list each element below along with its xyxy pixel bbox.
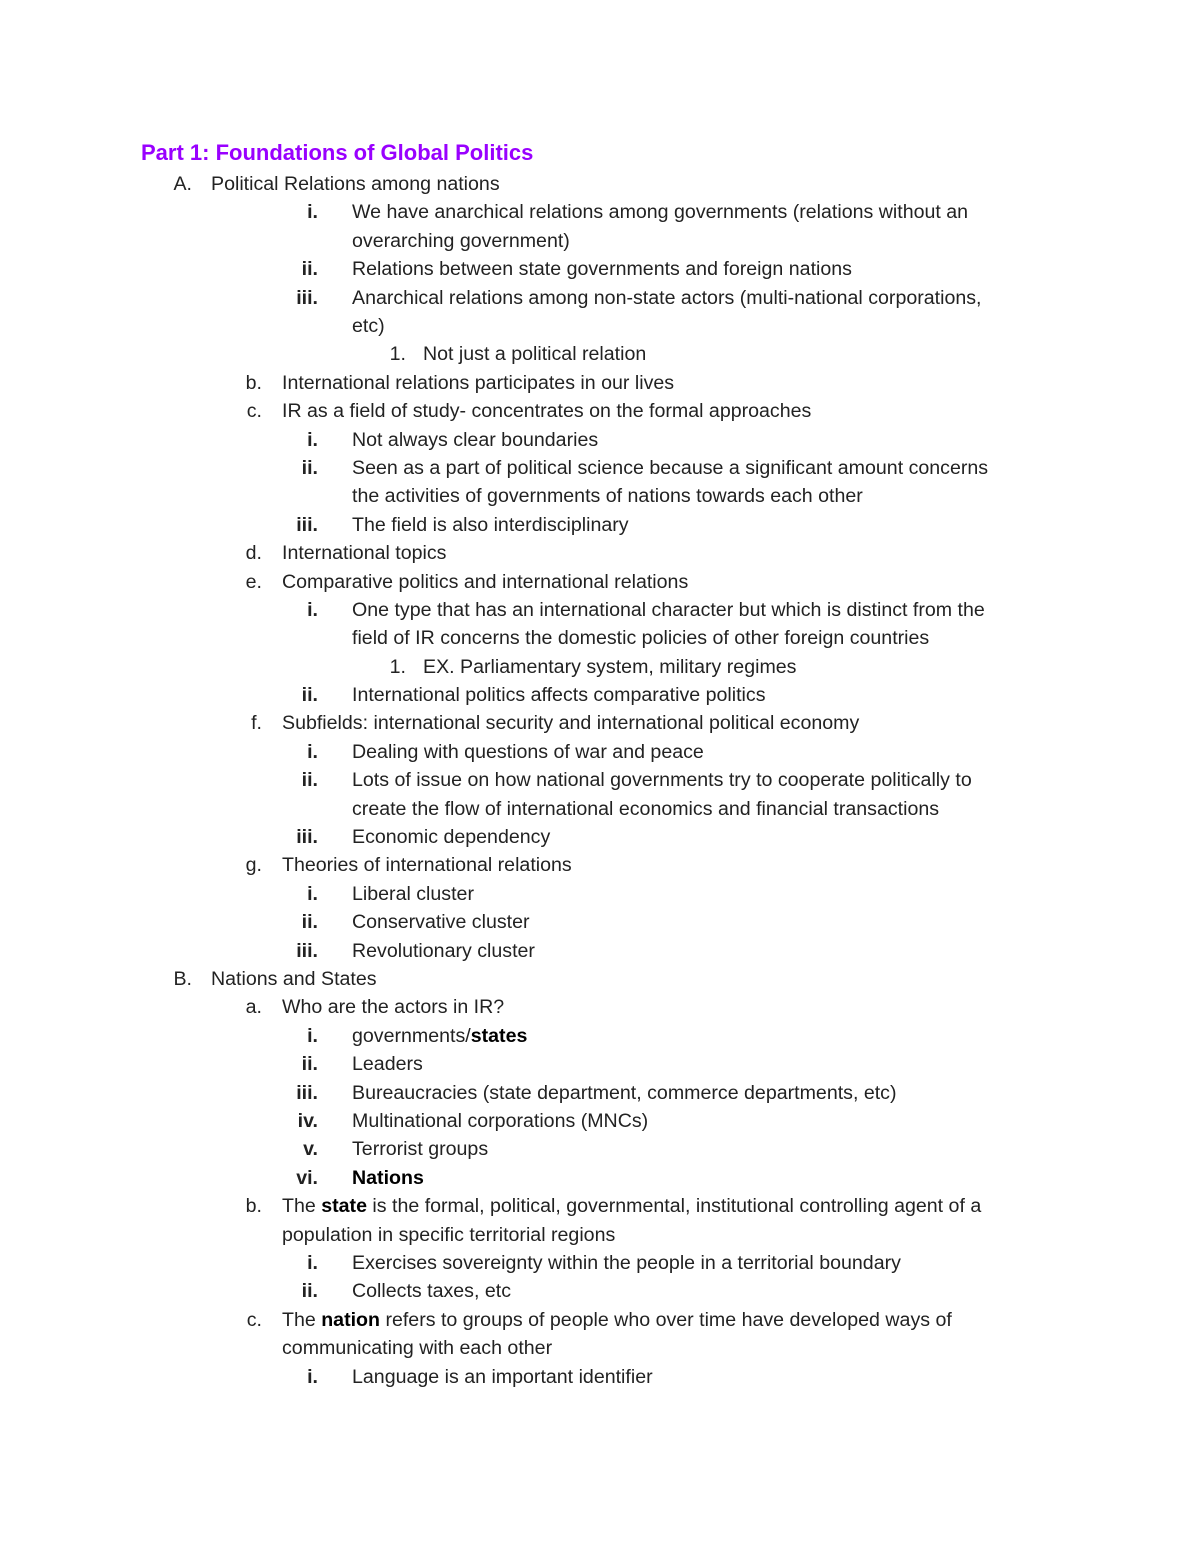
list-marker: ii. (301, 258, 318, 281)
item-text (352, 1107, 648, 1135)
outline-item (0, 851, 1200, 879)
bold-term: nation (321, 1308, 380, 1331)
bold-term: Nations (352, 1166, 424, 1189)
outline-item (0, 596, 1200, 653)
item-text (352, 1022, 527, 1050)
text-line: Anarchical relations among non-state actors (multi-national corporations, (352, 286, 982, 309)
list-marker: 1. (389, 343, 406, 366)
item-text (352, 1363, 653, 1391)
outline-item (0, 709, 1200, 737)
outline-item (0, 937, 1200, 965)
item-text (282, 993, 504, 1021)
item-text (352, 426, 598, 454)
outline-item (0, 539, 1200, 567)
item-text (282, 1306, 952, 1363)
item-text (352, 596, 985, 653)
outline-item (0, 993, 1200, 1021)
list-marker: i. (307, 428, 318, 451)
item-text (352, 198, 968, 255)
list-marker: v. (303, 1138, 318, 1161)
outline-item (0, 284, 1200, 341)
outline-item (0, 738, 1200, 766)
text-line: Revolutionary cluster (352, 939, 535, 962)
item-text (352, 908, 530, 936)
list-marker: i. (307, 882, 318, 905)
text-line: etc) (352, 314, 385, 337)
bold-term: state (321, 1195, 367, 1218)
text-line: Language is an important identifier (352, 1365, 653, 1388)
text-line: Collects taxes, etc (352, 1280, 511, 1303)
outline-item (0, 653, 1200, 681)
list-marker: e. (245, 570, 262, 593)
item-text (352, 1164, 424, 1192)
outline-item (0, 1363, 1200, 1391)
item-text (352, 823, 550, 851)
list-marker: b. (245, 371, 262, 394)
item-text (352, 766, 972, 823)
text-line: International relations participates in our lives (282, 371, 675, 394)
outline-item (0, 1135, 1200, 1163)
item-text (423, 653, 796, 681)
list-marker: ii. (301, 684, 318, 707)
item-text (352, 1277, 511, 1305)
text-line: Political Relations among nations (211, 173, 500, 195)
list-marker: ii. (301, 769, 318, 792)
item-text (352, 738, 704, 766)
outline-item (0, 965, 1200, 993)
outline-item (0, 1249, 1200, 1277)
outline-item (0, 369, 1200, 397)
outline-item (0, 880, 1200, 908)
list-marker: i. (307, 1365, 318, 1388)
list-marker: A. (173, 173, 192, 195)
list-marker: i. (307, 598, 318, 621)
list-marker: iii. (296, 513, 318, 536)
text-segment: refers to groups of people who over time have developed ways of (380, 1308, 952, 1331)
list-marker: iii. (296, 939, 318, 962)
item-text (423, 340, 646, 368)
item-text (352, 937, 535, 965)
text-line: IR as a field of study- concentrates on the formal approaches (282, 400, 812, 423)
item-text (211, 965, 377, 993)
outline-item (0, 1164, 1200, 1192)
text-line: population in specific territorial regions (282, 1223, 616, 1246)
item-text (352, 1135, 488, 1163)
text-line: Subfields: international security and international political economy (282, 712, 860, 735)
list-marker: iv. (297, 1109, 318, 1132)
list-marker: iii. (296, 826, 318, 849)
list-marker: g. (245, 854, 262, 877)
item-text (352, 511, 629, 539)
list-marker: d. (245, 542, 262, 565)
item-text (352, 255, 852, 283)
outline-item (0, 1192, 1200, 1249)
text-line: One type that has an international character but which is distinct from the (352, 598, 985, 621)
outline-item (0, 511, 1200, 539)
outline-item (0, 1050, 1200, 1078)
text-line: Exercises sovereignty within the people in a territorial boundary (352, 1251, 901, 1274)
list-marker: i. (307, 1251, 318, 1274)
text-segment: The (282, 1308, 322, 1331)
list-marker: iii. (296, 286, 318, 309)
outline-item (0, 681, 1200, 709)
item-text (282, 568, 688, 596)
list-marker: c. (246, 400, 262, 423)
text-line: Economic dependency (352, 826, 551, 849)
list-marker: c. (246, 1308, 262, 1331)
text-line: Conservative cluster (352, 911, 530, 934)
item-text (211, 170, 500, 198)
text-line: International topics (282, 542, 447, 565)
item-text (282, 397, 811, 425)
text-line: The field is also interdisciplinary (352, 513, 629, 536)
list-marker: ii. (301, 1280, 318, 1303)
item-text (352, 1050, 423, 1078)
outline-item (0, 170, 1200, 198)
text-line: communicating with each other (282, 1337, 553, 1360)
list-marker: i. (307, 740, 318, 763)
item-text (352, 1249, 901, 1277)
list-marker: iii. (296, 1081, 318, 1104)
text-segment: is the formal, political, governmental, institutional controlling agent of a (366, 1195, 982, 1218)
outline-item (0, 340, 1200, 368)
list-marker: ii. (301, 911, 318, 934)
item-text (352, 454, 988, 511)
text-line: Terrorist groups (352, 1138, 489, 1161)
outline-item (0, 766, 1200, 823)
outline-item (0, 1079, 1200, 1107)
text-line: Not always clear boundaries (352, 428, 599, 451)
list-marker: vi. (296, 1166, 318, 1189)
item-text (282, 369, 674, 397)
outline-item (0, 255, 1200, 283)
item-text (352, 681, 766, 709)
list-marker: b. (245, 1195, 262, 1218)
outline-item (0, 198, 1200, 255)
text-line: Multinational corporations (MNCs) (352, 1109, 649, 1132)
text-line: Dealing with questions of war and peace (352, 740, 704, 763)
outline-item (0, 1022, 1200, 1050)
list-marker: 1. (389, 655, 406, 678)
outline-item (0, 397, 1200, 425)
text-line: Relations between state governments and foreign nations (352, 258, 852, 281)
list-marker: ii. (301, 456, 318, 479)
outline-item (0, 823, 1200, 851)
list-marker: i. (307, 1024, 318, 1047)
text-line: create the flow of international economics and financial transactions (352, 797, 940, 820)
outline-item (0, 454, 1200, 511)
outline-item (0, 1107, 1200, 1135)
list-marker: f. (251, 712, 262, 735)
text-segment: governments/ (352, 1024, 471, 1047)
item-text (282, 851, 572, 879)
text-line: Liberal cluster (352, 882, 474, 905)
item-text (352, 284, 982, 341)
text-line: Nations and States (211, 968, 377, 991)
text-line: Seen as a part of political science because a significant amount concerns (352, 456, 989, 479)
text-line: Leaders (352, 1053, 423, 1076)
page-title: Part 1: Foundations of Global Politics (141, 140, 534, 165)
text-line: field of IR concerns the domestic policies of other foreign countries (352, 627, 930, 650)
outline-item (0, 1277, 1200, 1305)
text-line: Not just a political relation (423, 343, 647, 366)
outline-item (0, 1306, 1200, 1363)
item-text (282, 709, 859, 737)
text-line: International politics affects comparative politics (352, 684, 766, 707)
text-line: overarching government) (352, 229, 570, 252)
text-line: Who are the actors in IR? (282, 996, 505, 1019)
text-line: EX. Parliamentary system, military regimes (423, 655, 797, 678)
outline-item (0, 908, 1200, 936)
text-line: We have anarchical relations among governments (relations without an (352, 201, 969, 224)
text-line: Lots of issue on how national governments try to cooperate politically to (352, 769, 972, 792)
list-marker: B. (173, 968, 192, 991)
item-text (352, 880, 474, 908)
text-line: Comparative politics and international relations (282, 570, 689, 593)
text-line: Theories of international relations (282, 854, 572, 877)
bold-term: states (470, 1024, 528, 1047)
outline-item (0, 568, 1200, 596)
outline-item (0, 426, 1200, 454)
list-marker: i. (307, 201, 318, 224)
list-marker: a. (245, 996, 262, 1019)
text-line: the activities of governments of nations towards each other (352, 485, 863, 508)
item-text (352, 1079, 897, 1107)
text-line: Bureaucracies (state department, commerce departments, etc) (352, 1081, 897, 1104)
item-text (282, 539, 446, 567)
text-segment: The (282, 1195, 322, 1218)
outline-list (0, 170, 1200, 1391)
item-text (282, 1192, 981, 1249)
list-marker: ii. (301, 1053, 318, 1076)
